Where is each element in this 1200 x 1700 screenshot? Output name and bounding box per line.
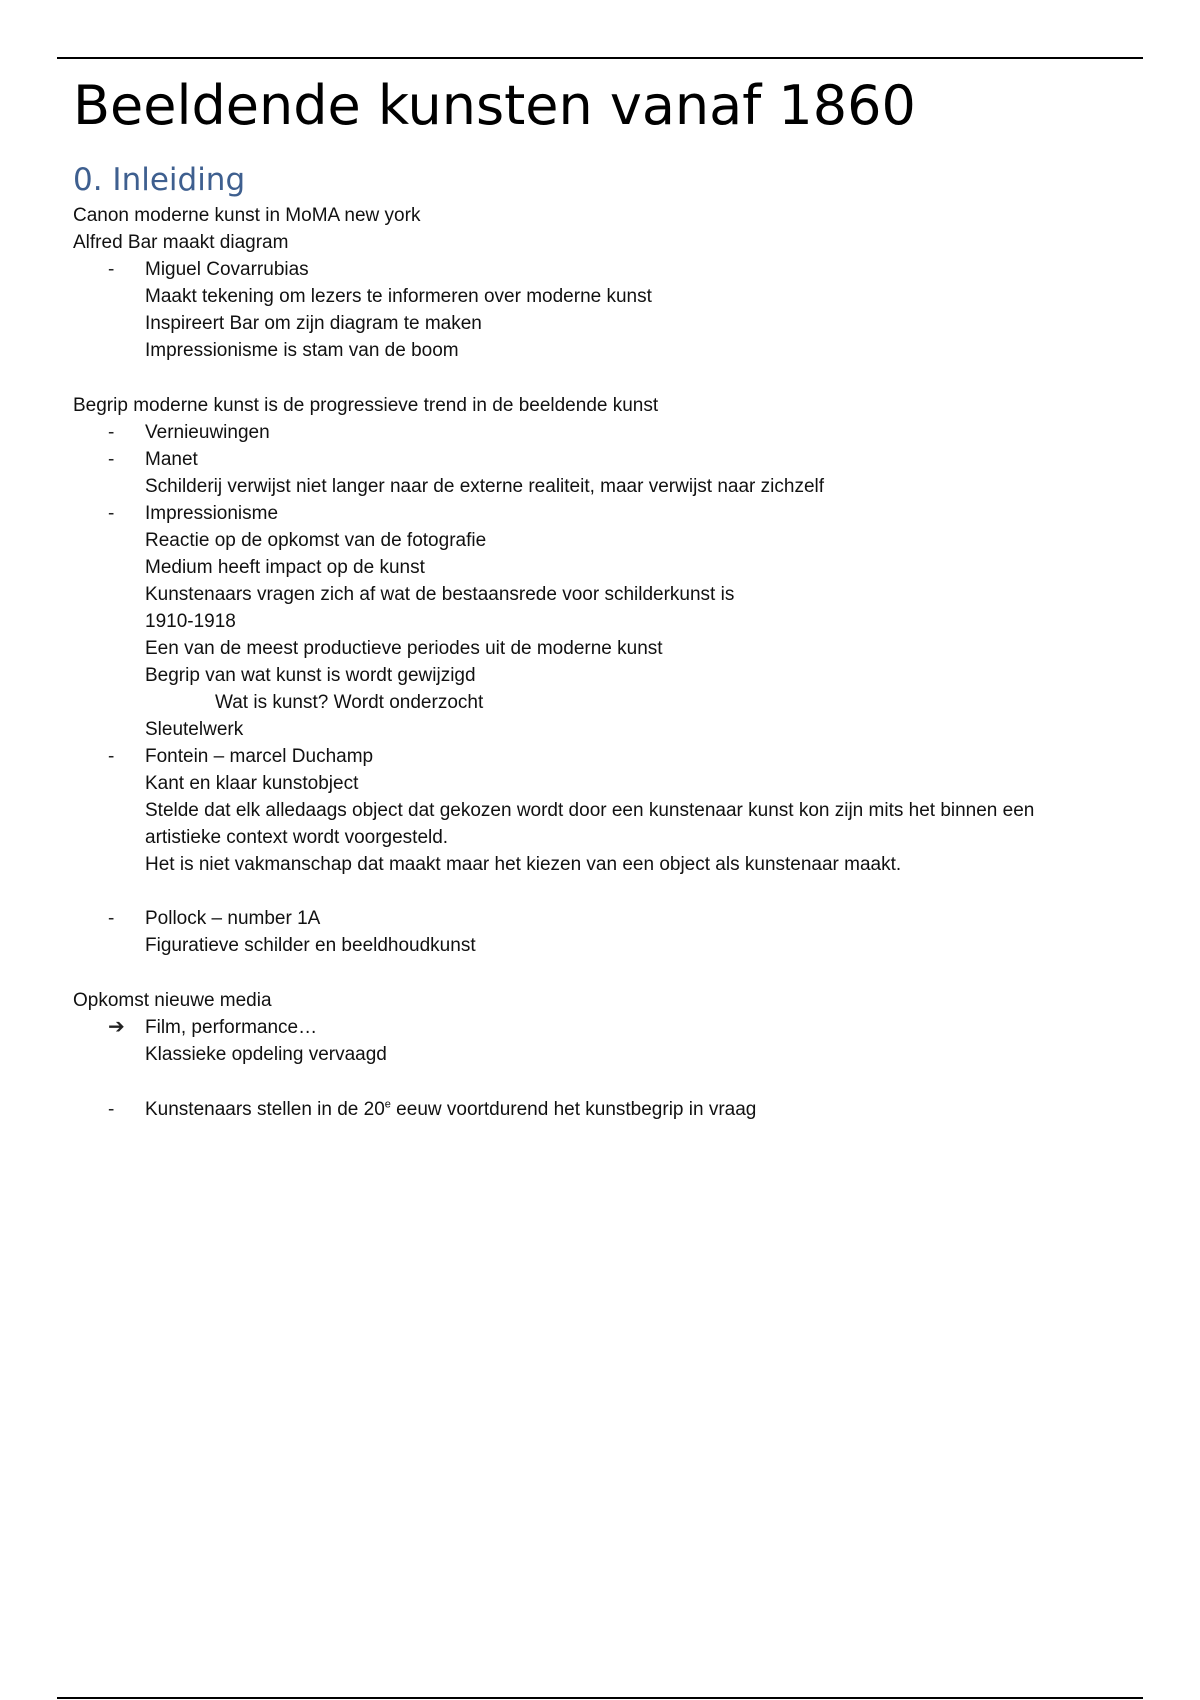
list-item: Manet xyxy=(145,449,198,470)
bullet-dash: - xyxy=(108,422,115,443)
text-segment: Kunstenaars stellen in de 20 xyxy=(145,1099,385,1120)
text-line: Reactie op de opkomst van de fotografie xyxy=(145,530,487,551)
text-line: artistieke context wordt voorgesteld. xyxy=(145,827,449,848)
bullet-dash: - xyxy=(108,259,115,280)
list-item: Vernieuwingen xyxy=(145,422,270,443)
section-heading: 0. Inleiding xyxy=(73,162,246,198)
text-line: Schilderij verwijst niet langer naar de externe realiteit, maar verwijst naar zichzelf xyxy=(145,476,825,497)
text-line: Impressionisme is stam van de boom xyxy=(145,340,459,361)
list-item xyxy=(145,1096,756,1123)
text-line: Begrip van wat kunst is wordt gewijzigd xyxy=(145,665,476,686)
list-item: Pollock – number 1A xyxy=(145,908,321,929)
bullet-dash: - xyxy=(108,908,115,929)
text-line: Alfred Bar maakt diagram xyxy=(73,232,289,253)
bullet-dash: - xyxy=(108,1099,115,1120)
text-line: Wat is kunst? Wordt onderzocht xyxy=(215,692,484,713)
text-line: Inspireert Bar om zijn diagram te maken xyxy=(145,313,482,334)
document-title: Beeldende kunsten vanaf 1860 xyxy=(73,74,916,137)
text-line: Opkomst nieuwe media xyxy=(73,990,272,1011)
text-line: Het is niet vakmanschap dat maakt maar het kiezen van een object als kunstenaar maakt. xyxy=(145,854,902,875)
text-line: Een van de meest productieve periodes uit de moderne kunst xyxy=(145,638,663,659)
list-item: Impressionisme xyxy=(145,503,279,524)
text-line: Maakt tekening om lezers te informeren over moderne kunst xyxy=(145,286,652,307)
text-line: Stelde dat elk alledaags object dat gekozen wordt door een kunstenaar kunst kon zijn mits het binnen een xyxy=(145,800,1035,821)
arrow-bullet-icon: ➔ xyxy=(108,1016,125,1038)
text-line: Medium heeft impact op de kunst xyxy=(145,557,425,578)
bullet-dash: - xyxy=(108,503,115,524)
text-line: Kunstenaars vragen zich af wat de bestaansrede voor schilderkunst is xyxy=(145,584,735,605)
bullet-dash: - xyxy=(108,449,115,470)
text-segment: eeuw voortdurend het kunstbegrip in vraag xyxy=(390,1099,757,1120)
list-item: Film, performance… xyxy=(145,1017,318,1038)
list-item: Fontein – marcel Duchamp xyxy=(145,746,374,767)
text-line: Figuratieve schilder en beeldhoudkunst xyxy=(145,935,476,956)
text-line: 1910-1918 xyxy=(145,611,236,632)
text-line: Klassieke opdeling vervaagd xyxy=(145,1044,387,1065)
text-line: Kant en klaar kunstobject xyxy=(145,773,359,794)
bullet-dash: - xyxy=(108,746,115,767)
bottom-rule xyxy=(57,1697,1143,1699)
superscript: e xyxy=(384,1098,391,1111)
text-line: Sleutelwerk xyxy=(145,719,244,740)
text-line: Canon moderne kunst in MoMA new york xyxy=(73,205,421,226)
list-item: Miguel Covarrubias xyxy=(145,259,309,280)
text-line: Begrip moderne kunst is de progressieve trend in de beeldende kunst xyxy=(73,395,659,416)
